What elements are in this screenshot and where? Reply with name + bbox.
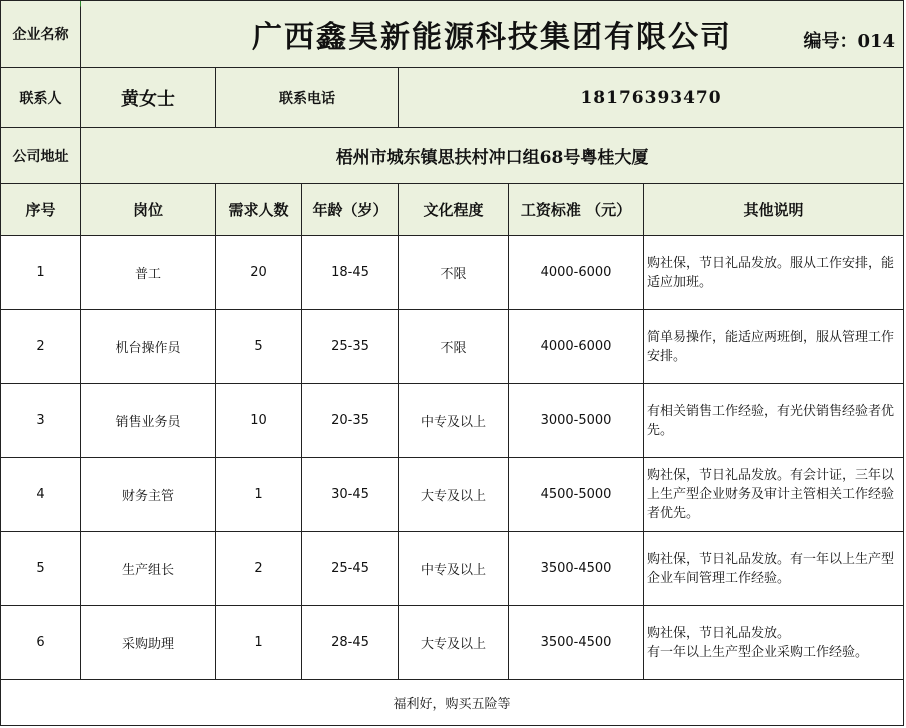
row-index: 6 — [1, 606, 81, 680]
row-index: 4 — [1, 458, 81, 532]
row-count: 1 — [216, 606, 302, 680]
row-education: 不限 — [399, 310, 509, 384]
row-age: 30-45 — [302, 458, 399, 532]
row-position: 机台操作员 — [81, 310, 216, 384]
contact-label: 联系人 — [1, 68, 81, 128]
contact-name: 黄女士 — [81, 68, 216, 128]
address-row — [1, 128, 904, 184]
phone-label: 联系电话 — [216, 68, 399, 128]
col-count-header: 需求人数 — [216, 184, 302, 236]
row-index: 5 — [1, 532, 81, 606]
row-salary: 3500-4500 — [509, 606, 644, 680]
row-count: 20 — [216, 236, 302, 310]
row-index: 3 — [1, 384, 81, 458]
row-position: 采购助理 — [81, 606, 216, 680]
row-salary: 3500-4500 — [509, 532, 644, 606]
company-name-cell — [81, 1, 904, 68]
row-notes: 购社保，节日礼品发放。有会计证，三年以上生产型企业财务及审计主管相关工作经验者优先。 — [644, 458, 904, 532]
row-index: 1 — [1, 236, 81, 310]
row-index: 2 — [1, 310, 81, 384]
company-row — [1, 1, 904, 68]
contact-row — [1, 68, 904, 128]
benefits-row — [1, 680, 904, 726]
table-row — [1, 236, 904, 310]
row-salary: 4000-6000 — [509, 310, 644, 384]
posting-number: 编号：014 — [803, 31, 896, 52]
row-education: 不限 — [399, 236, 509, 310]
table-row — [1, 310, 904, 384]
col-position-header: 岗位 — [81, 184, 216, 236]
row-education: 中专及以上 — [399, 532, 509, 606]
row-salary: 4000-6000 — [509, 236, 644, 310]
row-education: 大专及以上 — [399, 606, 509, 680]
table-row — [1, 458, 904, 532]
row-position: 生产组长 — [81, 532, 216, 606]
row-count: 1 — [216, 458, 302, 532]
row-position: 财务主管 — [81, 458, 216, 532]
row-salary: 4500-5000 — [509, 458, 644, 532]
row-education: 中专及以上 — [399, 384, 509, 458]
table-row — [1, 384, 904, 458]
row-position: 销售业务员 — [81, 384, 216, 458]
col-salary-header: 工资标准 （元） — [509, 184, 644, 236]
row-notes: 购社保，节日礼品发放。 有一年以上生产型企业采购工作经验。 — [644, 606, 904, 680]
row-age: 18-45 — [302, 236, 399, 310]
row-notes: 有相关销售工作经验，有光伏销售经验者优先。 — [644, 384, 904, 458]
row-age: 25-35 — [302, 310, 399, 384]
row-notes: 购社保，节日礼品发放。有一年以上生产型企业车间管理工作经验。 — [644, 532, 904, 606]
company-address: 梧州市城东镇思扶村冲口组68号粤桂大厦 — [81, 128, 904, 184]
row-age: 20-35 — [302, 384, 399, 458]
row-position: 普工 — [81, 236, 216, 310]
col-age-header: 年龄（岁） — [302, 184, 399, 236]
address-label: 公司地址 — [1, 128, 81, 184]
column-header-row — [1, 184, 904, 236]
row-education: 大专及以上 — [399, 458, 509, 532]
row-count: 10 — [216, 384, 302, 458]
table-row — [1, 532, 904, 606]
col-notes-header: 其他说明 — [644, 184, 904, 236]
row-age: 25-45 — [302, 532, 399, 606]
col-index-header: 序号 — [1, 184, 81, 236]
row-notes: 简单易操作，能适应两班倒，服从管理工作安排。 — [644, 310, 904, 384]
row-notes: 购社保，节日礼品发放。服从工作安排，能适应加班。 — [644, 236, 904, 310]
company-label: 企业名称 — [1, 1, 81, 68]
company-name: 广西鑫昊新能源科技集团有限公司 — [252, 20, 733, 55]
phone-number: 18176393470 — [399, 68, 904, 128]
col-education-header: 文化程度 — [399, 184, 509, 236]
benefits-text: 福利好，购买五险等 — [1, 680, 904, 726]
row-count: 5 — [216, 310, 302, 384]
table-row — [1, 606, 904, 680]
row-count: 2 — [216, 532, 302, 606]
row-age: 28-45 — [302, 606, 399, 680]
row-salary: 3000-5000 — [509, 384, 644, 458]
